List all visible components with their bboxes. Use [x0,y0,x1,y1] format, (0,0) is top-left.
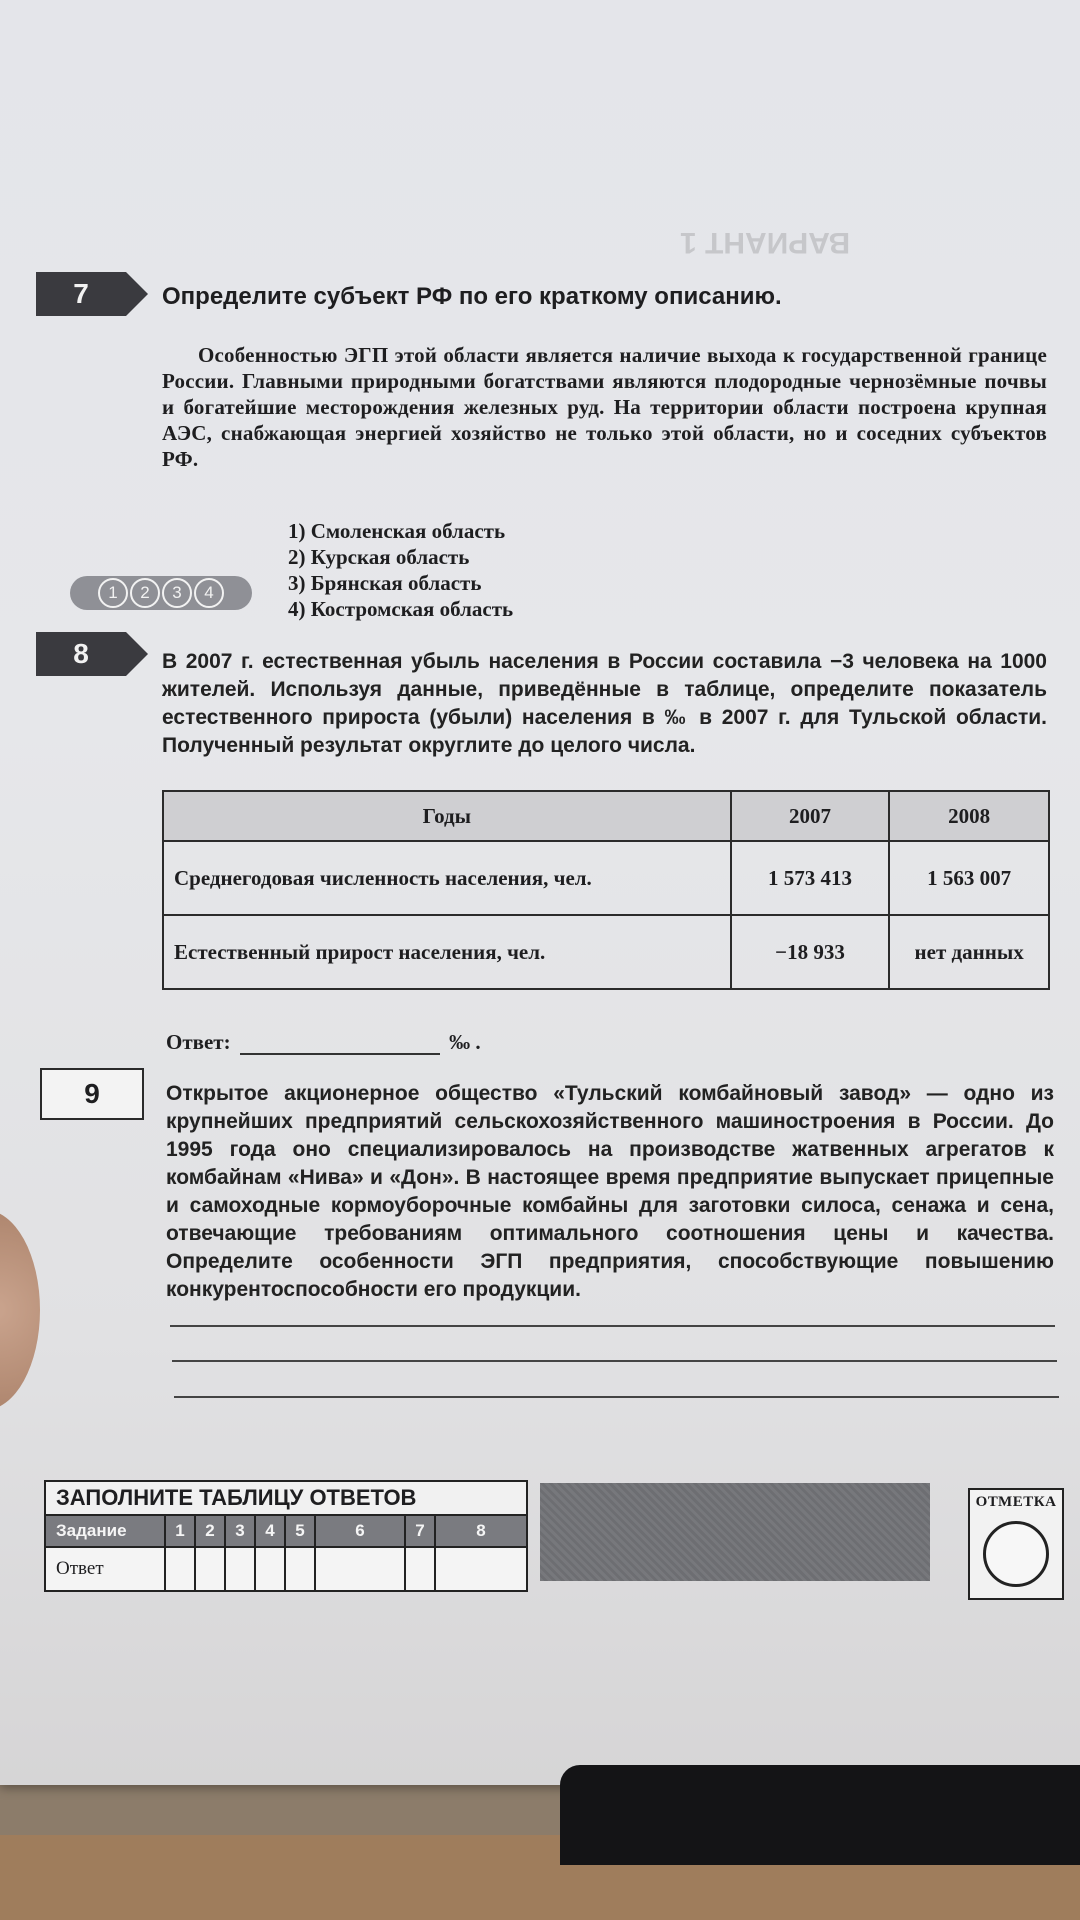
column-5: 5 [286,1516,316,1546]
question-7-options [288,518,513,622]
answer-cell[interactable] [316,1546,406,1590]
mark-label: ОТМЕТКА [975,1494,1057,1510]
question-8-text: В 2007 г. естественная убыль населения в России составила −3 человека на 1000 жителей. Используя данные, приведённые в таблице, определите показатель естественного прироста (убыли) населения в ‰ в 2007 г. для Тульской области. Полученный результат округлите до целого числа. [162,650,1047,757]
answers-table-title: ЗАПОЛНИТЕ ТАБЛИЦУ ОТВЕТОВ [46,1482,526,1516]
bleed-through-text: ВАРИАНТ 1 [680,226,851,259]
column-7: 7 [406,1516,436,1546]
question-8-answer [166,1030,481,1055]
table-header-years: Годы [163,791,731,841]
table-row [163,841,1049,915]
answer-label: Ответ: [166,1030,231,1054]
grey-scan-bar [540,1483,930,1581]
question-7-number: 7 [36,272,126,316]
mark-box [968,1488,1064,1600]
row-label-answer: Ответ [46,1546,166,1590]
answer-input-line[interactable] [240,1033,440,1055]
answer-marks-pill [70,576,252,610]
answer-writing-line[interactable] [170,1325,1055,1327]
answer-cell[interactable] [406,1546,436,1590]
column-6: 6 [316,1516,406,1546]
table-header-2007: 2007 [731,791,890,841]
dark-object [560,1765,1080,1865]
answer-cell[interactable] [166,1546,196,1590]
mark-2: 2 [130,578,160,608]
answer-writing-line[interactable] [172,1360,1057,1362]
answer-unit: ‰ . [449,1030,481,1054]
answer-cell[interactable] [196,1546,226,1590]
question-7-title: Определите субъект РФ по его краткому описанию. [162,283,782,310]
cell-value: нет данных [889,915,1049,989]
column-1: 1 [166,1516,196,1546]
question-9-number: 9 [40,1068,144,1120]
answers-grid [46,1516,526,1590]
answers-table [44,1480,528,1592]
mark-circle[interactable] [983,1521,1049,1587]
option-1: 1) Смоленская область [288,519,506,543]
table-row [163,915,1049,989]
column-8: 8 [436,1516,526,1546]
column-4: 4 [256,1516,286,1546]
question-7-text: Особенностью ЭГП этой области является наличие выхода к государственной границе России. Главными природными богатствами являются плодородные чернозёмные почвы и богатейшие месторождения железных руд. На территории области построена крупная АЭС, снабжающая энергией хозяйство не только этой области, но и соседних субъектов РФ. [162,343,1047,471]
answer-cell[interactable] [286,1546,316,1590]
answer-cell[interactable] [436,1546,526,1590]
row-label-task: Задание [46,1516,166,1546]
mark-4: 4 [194,578,224,608]
option-2: 2) Курская область [288,545,470,569]
cell-value: −18 933 [731,915,890,989]
question-9-text: Открытое акционерное общество «Тульский комбайновый завод» — одно из крупнейших предприятий сельскохозяйственного машиностроения в России. До 1995 года оно специализировалось на производстве жатвенных агрегатов к комбайнам «Нива» и «Дон». В настоящее время предприятие выпускает прицепные и самоходные кормоуборочные комбайны для заготовки силоса, сенажа и сена, отвечающие требованиям оптимального соотношения цены и качества. Определите особенности ЭГП предприятия, способствующие повышению конкурентоспособности его продукции. [166,1082,1054,1301]
mark-3: 3 [162,578,192,608]
question-8-number: 8 [36,632,126,676]
column-2: 2 [196,1516,226,1546]
option-3: 3) Брянская область [288,571,482,595]
cell-value: 1 573 413 [731,841,890,915]
table-header-2008: 2008 [889,791,1049,841]
mark-1: 1 [98,578,128,608]
row-label: Естественный прирост населения, чел. [163,915,731,989]
answer-cell[interactable] [226,1546,256,1590]
population-table [162,790,1050,990]
option-4: 4) Костромская область [288,597,514,621]
row-label: Среднегодовая численность населения, чел. [163,841,731,915]
answer-cell[interactable] [256,1546,286,1590]
answer-writing-line[interactable] [174,1396,1059,1398]
column-3: 3 [226,1516,256,1546]
cell-value: 1 563 007 [889,841,1049,915]
